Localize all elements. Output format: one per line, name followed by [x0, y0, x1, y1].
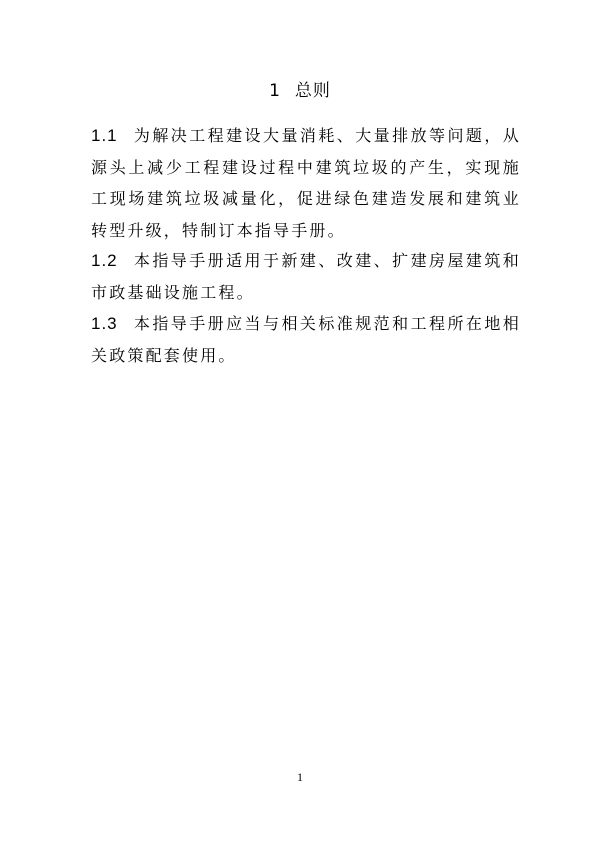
clause-number: 1.2: [91, 251, 118, 270]
section-heading: [0, 76, 600, 101]
clause-paragraph: [91, 308, 521, 371]
clause-text: 为解决工程建设大量消耗、大量排放等问题，从源头上减少工程建设过程中建筑垃圾的产生，实现施工现场建筑垃圾减量化，促进绿色建造发展和建筑业转型升级，特制订本指导手册。: [91, 126, 521, 240]
clause-number: 1.3: [91, 314, 118, 333]
clause-text: 本指导手册适用于新建、改建、扩建房屋建筑和市政基础设施工程。: [91, 251, 521, 302]
clause-number: 1.1: [91, 126, 118, 145]
clause-paragraph: [91, 120, 521, 246]
clause-text: 本指导手册应当与相关标准规范和工程所在地相关政策配套使用。: [91, 314, 521, 365]
section-title: 总则: [294, 81, 331, 101]
section-number: 1: [269, 81, 281, 101]
clause-paragraph: [91, 245, 521, 308]
page-number: 1: [297, 770, 303, 784]
